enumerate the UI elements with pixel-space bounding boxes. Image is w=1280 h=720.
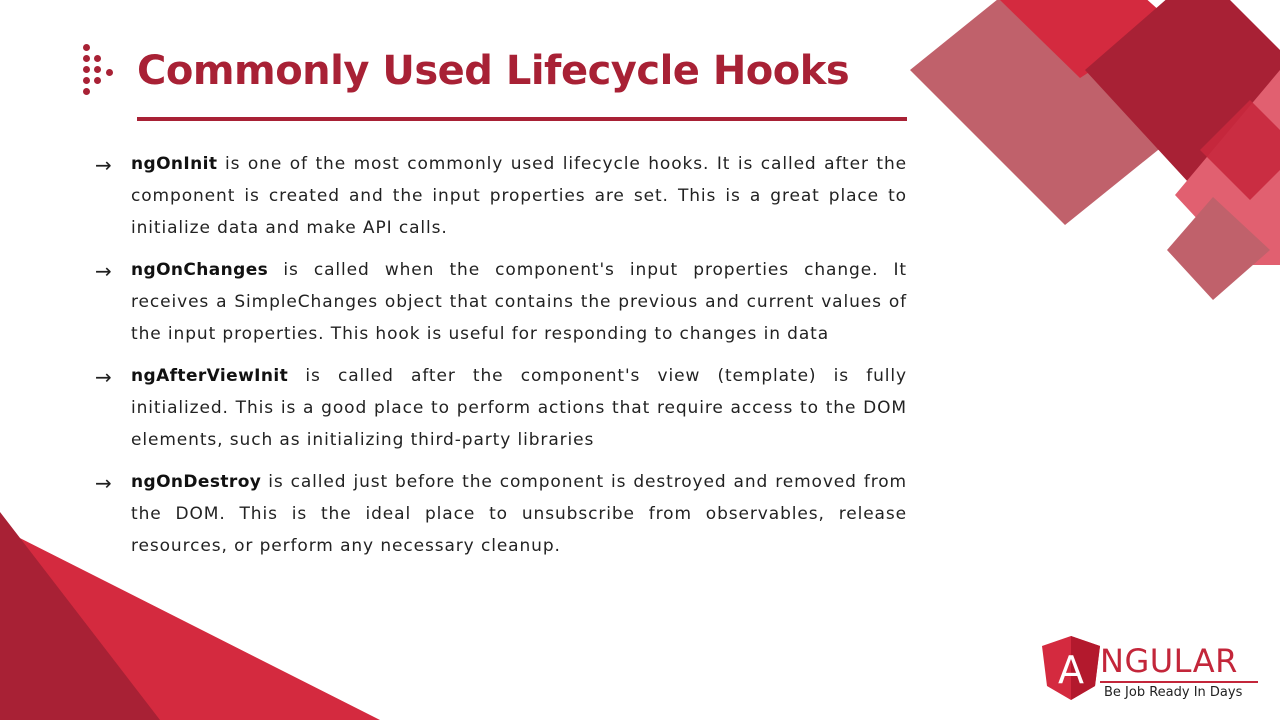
arrow-right-icon: → <box>95 471 112 495</box>
list-item-text <box>131 360 907 456</box>
logo-wordmark: NGULAR <box>1100 642 1238 680</box>
hook-description: is called after the component's view (template) is fully initialized. This is a good place to perform actions that require access to the DOM elements, such as initializing third-party libraries <box>131 366 907 450</box>
logo-underline <box>1100 681 1258 683</box>
hook-name: ngOnInit <box>131 154 218 174</box>
arrow-right-icon: → <box>95 153 112 177</box>
list-item-ngoninit <box>95 148 907 244</box>
list-item-ngafterviewinit <box>95 360 907 456</box>
hook-name: ngOnDestroy <box>131 472 262 492</box>
list-item-ngondestroy <box>95 466 907 562</box>
list-item-text <box>131 254 907 350</box>
page-title: Commonly Used Lifecycle Hooks <box>137 48 850 94</box>
hooks-list <box>95 148 907 572</box>
hook-description: is called when the component's input properties change. It receives a SimpleChanges object that contains the previous and current values of the input properties. This hook is useful for responding to changes in data <box>131 260 907 344</box>
hook-description: is one of the most commonly used lifecycle hooks. It is called after the component is created and the input properties are set. This is a great place to initialize data and make API calls. <box>131 154 907 238</box>
angular-shield-icon <box>1042 636 1100 700</box>
hook-name: ngAfterViewInit <box>131 366 289 386</box>
list-item-text <box>131 148 907 244</box>
title-underline <box>137 117 907 121</box>
angular-logo <box>1042 636 1262 706</box>
arrow-right-icon: → <box>95 259 112 283</box>
list-item-text <box>131 466 907 562</box>
logo-letter: A <box>1058 648 1084 692</box>
list-item-ngonchanges <box>95 254 907 350</box>
hook-description: is called just before the component is destroyed and removed from the DOM. This is the ideal place to unsubscribe from observables, release resources, or perform any necessary cleanup. <box>131 472 907 556</box>
dots-bullet-icon <box>82 44 122 106</box>
hook-name: ngOnChanges <box>131 260 269 280</box>
arrow-right-icon: → <box>95 365 112 389</box>
logo-tagline: Be Job Ready In Days <box>1104 685 1243 700</box>
